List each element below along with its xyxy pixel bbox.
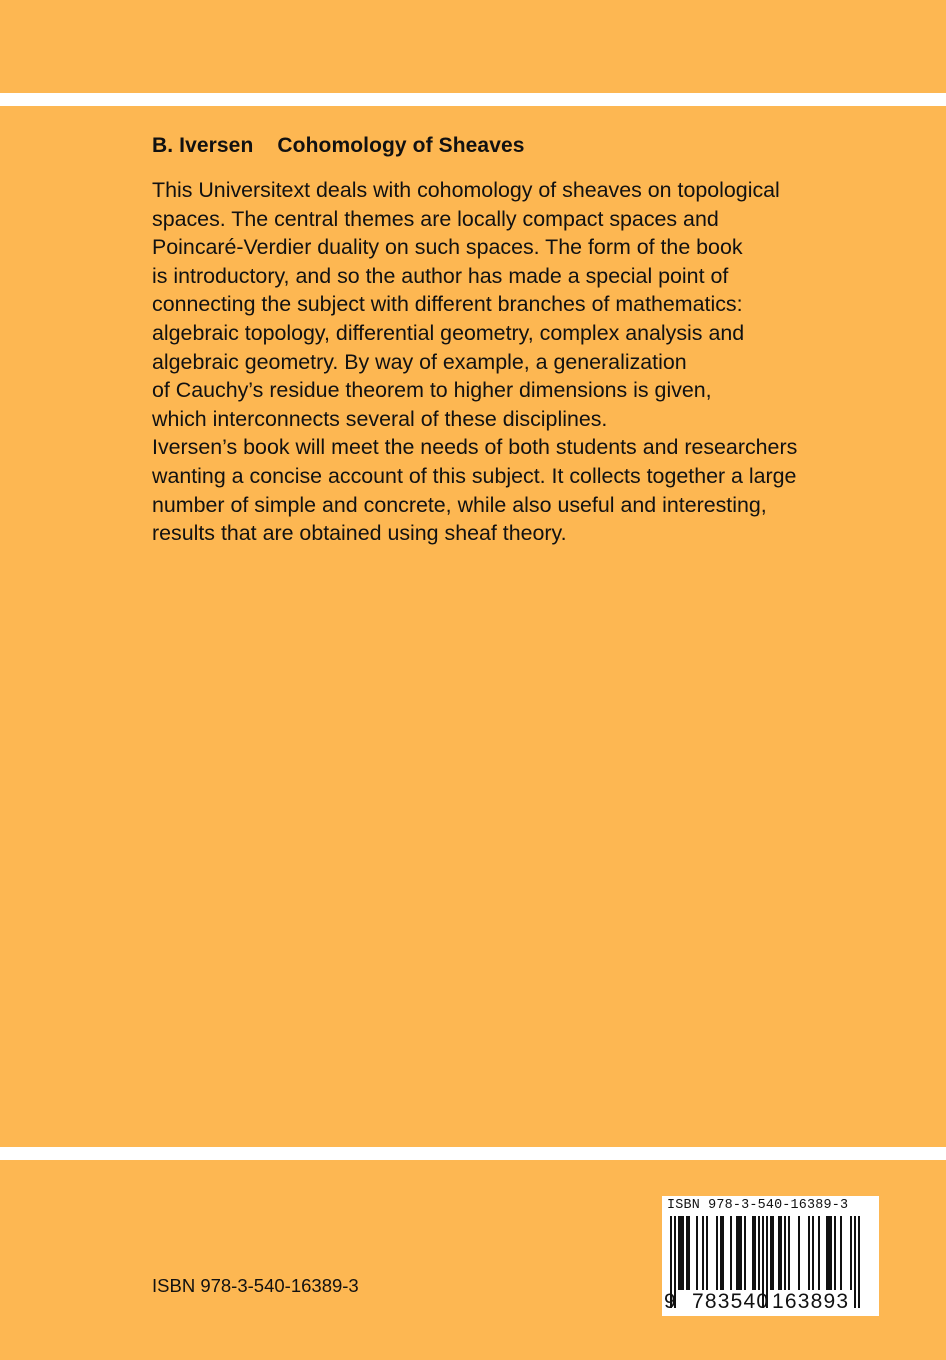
barcode-bar [752,1216,754,1290]
barcode-bar [788,1216,790,1290]
barcode-bar [818,1216,820,1290]
description-line: Iversen’s book will meet the needs of both students and researchers [152,435,798,460]
barcode-bar [702,1216,704,1290]
description-line: algebraic topology, differential geometry, complex analysis and [152,320,745,345]
barcode-bar [696,1216,698,1290]
barcode-bar [716,1216,718,1290]
barcode-bar [778,1216,780,1290]
barcode-bar [858,1216,860,1308]
barcode-bar [780,1216,782,1290]
description-line: connecting the subject with different branches of mathematics: [152,292,743,317]
barcode-right-digits: 163893 [772,1290,850,1313]
description-line: results that are obtained using sheaf theory. [152,521,567,546]
barcode-bar [830,1216,832,1290]
barcode-bar [758,1216,760,1290]
author-name: B. Iversen [152,134,254,157]
barcode-lead-digit: 9 [664,1290,676,1313]
description-line: This Universitext deals with cohomology of sheaves on topological [152,178,780,202]
barcode-bar [784,1216,786,1290]
barcode-bar [770,1216,772,1290]
barcode-bar [798,1216,800,1290]
barcode-bar [834,1216,836,1290]
description-line: which interconnects several of these disciplines. [152,406,608,431]
description-line: spaces. The central themes are locally compact spaces and [152,206,719,231]
description-line: algebraic geometry. By way of example, a generalization [152,349,687,374]
book-title: Cohomology of Sheaves [277,134,525,157]
bottom-white-rule [0,1147,946,1160]
barcode-bar [722,1216,724,1290]
description-line: is introductory, and so the author has made a special point of [152,263,729,288]
barcode-bar [812,1216,814,1290]
barcode-bar [738,1216,740,1290]
top-white-rule [0,93,946,106]
barcode-isbn-label: ISBN 978-3-540-16389-3 [667,1198,849,1213]
barcode-bar [828,1216,830,1290]
isbn-number: ISBN 978-3-540-16389-3 [152,1275,359,1296]
barcode-bar [772,1216,774,1290]
description-line: wanting a concise account of this subject. It collects together a large [152,463,797,488]
barcode-bar [850,1216,852,1290]
barcode-bar [740,1216,742,1290]
barcode-bar [840,1216,842,1290]
barcode-bar [754,1216,756,1290]
barcode-bar [744,1216,746,1290]
description-line: of Cauchy’s residue theorem to higher dimensions is given, [152,378,712,403]
description-line: number of simple and concrete, while also useful and interesting, [152,492,767,517]
barcode-bar [808,1216,810,1290]
book-header [152,134,525,158]
barcode-bar [682,1216,684,1290]
barcode-bar [686,1216,688,1290]
barcode-bar [854,1216,856,1308]
barcode-bar [706,1216,708,1290]
barcode-bar [688,1216,690,1290]
barcode-bar [720,1216,722,1290]
barcode-bar [826,1216,828,1290]
barcode-bar [678,1216,680,1290]
barcode [662,1196,879,1316]
description-line: Poincaré-Verdier duality on such spaces. The form of the book [152,235,743,260]
barcode-bar [736,1216,738,1290]
barcode-bar [680,1216,682,1290]
barcode-bar [730,1216,732,1290]
book-description [152,176,872,548]
barcode-left-digits: 783540 [692,1290,770,1313]
